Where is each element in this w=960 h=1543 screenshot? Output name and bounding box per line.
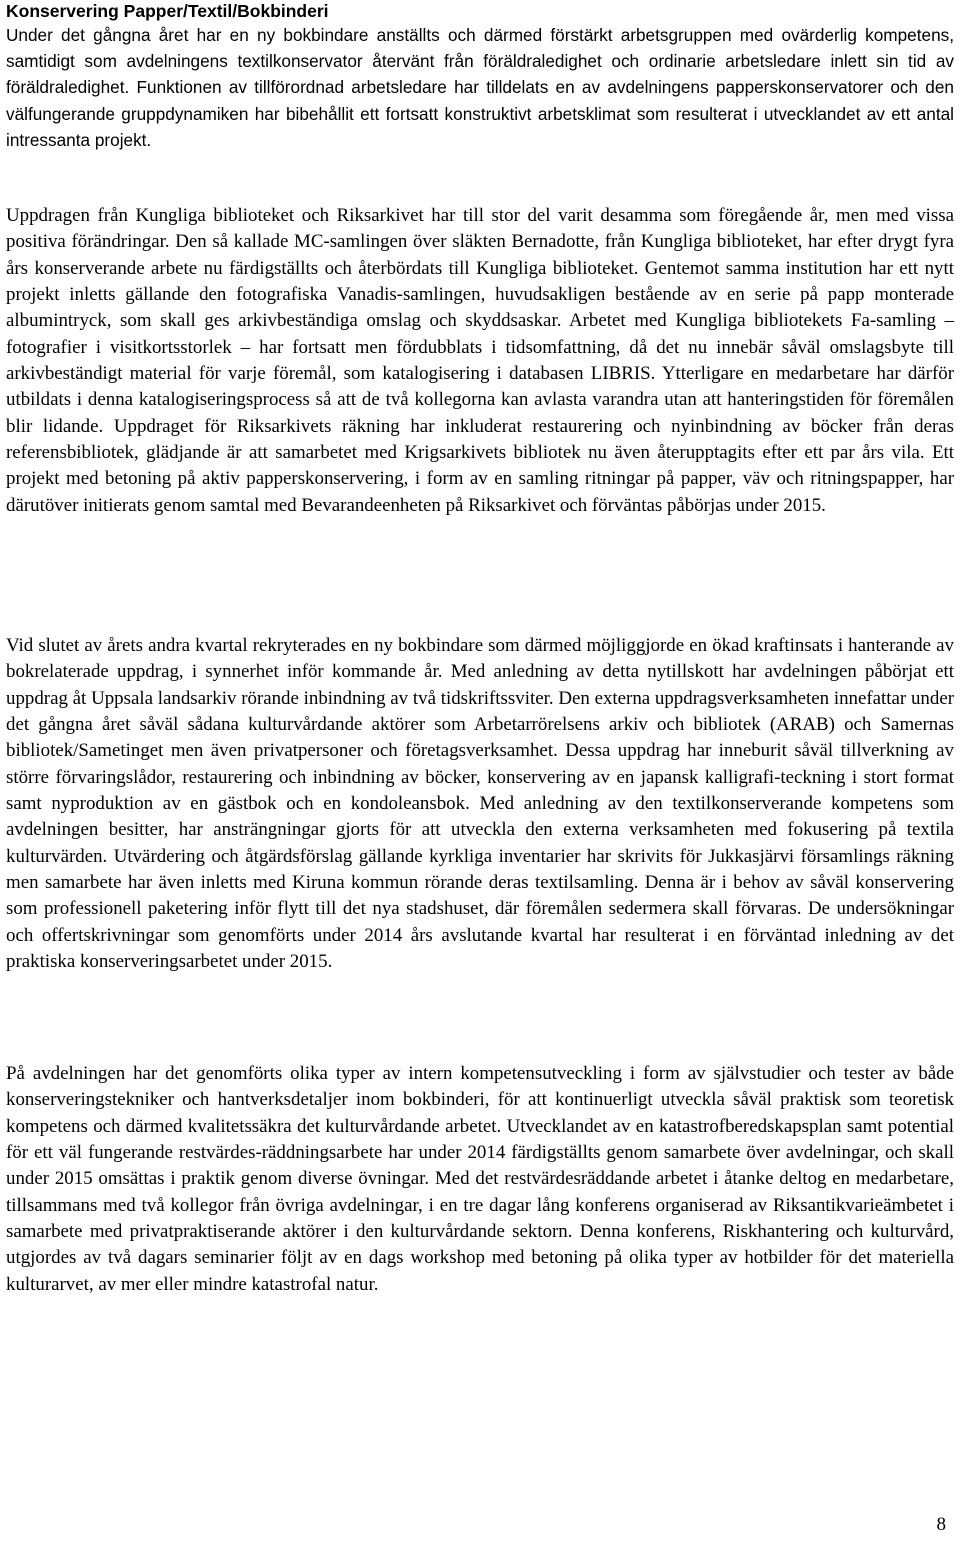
- paragraph-commissions: Uppdragen från Kungliga biblioteket och Riksarkivet har till stor del varit desamma som föregående år, men med vissa positiva förändringar. Den så kallade MC-samlingen över släkten Bernadotte, från Kungliga biblioteket, har efter drygt fyra års konserverande arbete nu färdigställts och återbördats till Kungliga biblioteket. Gentemot samma institution har ett nytt projekt inletts gällande den fotografiska Vanadis-samlingen, huvudsakligen bestående av en serie på papp monterade albumintryck, som skall ges arkivbeständiga omslag och skyddsaskar. Arbetet med Kungliga bibliotekets Fa-samling – fotografier i visitkortsstorlek – har fortsatt men fördubblats i tidsomfattning, då det nu innebär såväl omslagsbyte till arkivbeständigt material för varje föremål, som katalogisering i databasen LIBRIS. Ytterligare en medarbetare har därför utbildats i denna katalogiseringsprocess så att de två kollegorna kan avlasta varandra utan att hanteringstiden för föremålen blir lidande. Uppdraget för Riksarkivets räkning har inkluderat restaurering och nyinbindning av böcker från deras referensbibliotek, glädjande är att samarbetet med Krigsarkivets bibliotek nu även återupptagits efter ett par års vila. Ett projekt med betoning på aktiv papperskonservering, i form av en samling ritningar på papper, väv och ritningspapper, har därutöver initierats genom samtal med Bevarandeenheten på Riksarkivet och förväntas påbörjas under 2015.: [6, 205, 954, 516]
- paragraph-external-assignments: Vid slutet av årets andra kvartal rekryterades en ny bokbindare som därmed möjliggjorde en ökad kraftinsats i hanterande av bokrelaterade uppdrag, i synnerhet inför kommande år. Med anledning av detta nytillskott har avdelningen påbörjat ett uppdrag åt Uppsala landsarkiv rörande inbindning av två tidskriftssviter. Den externa uppdragsverksamheten innefattar under det gångna året såväl sådana kulturvårdande aktörer som Arbetarrörelsens arkiv och bibliotek (ARAB) och Samernas bibliotek/Sametinget men även privatpersoner och företagsverksamhet. Dessa uppdrag har inneburit såväl tillverkning av större förvaringslådor, restaurering och inbindning av böcker, konservering av en japansk kalligrafi-teckning i stort format samt nyproduktion av en gästbok och en kondoleansbok. Med anledning av den textilkonserverande kompetens som avdelningen besitter, har ansträngningar gjorts för att utveckla den externa verksamheten med fokusering på textila kulturvärden. Utvärdering och åtgärdsförslag gällande kyrkliga inventarier har skrivits för Jukkasjärvi församlings räkning men samarbete har även inletts med Kiruna kommun rörande deras textilsamling. Denna är i behov av såväl konservering som professionell paketering inför flytt till det nya stadshuset, där föremålen sedermera skall förvaras. De undersökningar och offertskrivningar som genomförts under 2014 års avslutande kvartal har resulterat i en förväntad inledning av det praktiska konserveringsarbetet under 2015.: [6, 635, 954, 973]
- paragraph-staffing: Under det gångna året har en ny bokbindare anställts och därmed förstärkt arbetsgruppen med ovärderlig kompetens, samtidigt som avdelningens textilkonservator återvänt från föräldraledighet och ordinarie arbetsledare inlett sin tid av föräldraledighet. Funktionen av tillförordnad arbetsledare har tilldelats en av avdelningens papperskonservatorer och den välfungerande gruppdynamiken har bibehållit ett fortsatt konstruktivt arbetsklimat som resulterat i utvecklandet av ett antal intressanta projekt.: [6, 25, 954, 150]
- paragraph-competence-development: På avdelningen har det genomförts olika typer av intern kompetensutveckling i form av självstudier och tester av både konserveringstekniker och hantverksdetaljer inom bokbinderi, för att kontinuerligt utveckla såväl praktisk som teoretisk kompetens och därmed kvalitetssäkra det kulturvårdande arbetet. Utvecklandet av en katastrofberedskapsplan samt potential för ett väl fungerande restvärdes-räddningsarbete har under 2014 färdigställts genom samarbete över avdelningar, och skall under 2015 omsättas i praktik genom diverse övningar. Med det restvärdesräddande arbetet i åtanke deltog en medarbetare, tillsammans med två kollegor från övriga avdelningar, i en tre dagar lång konferens organiserad av Riksantikvarieämbetet i samarbete med privatpraktiserande aktörer i den kulturvårdande sektorn. Denna konferens, Riskhantering och kulturvård, utgjordes av två dagars seminarier följt av en dags workshop med betoning på olika typer av hotbilder för det materiella kulturarvet, av mer eller mindre katastrofal natur.: [6, 1063, 954, 1295]
- section-heading: Konservering Papper/Textil/Bokbinderi: [6, 1, 329, 21]
- page-number: 8: [936, 1514, 946, 1535]
